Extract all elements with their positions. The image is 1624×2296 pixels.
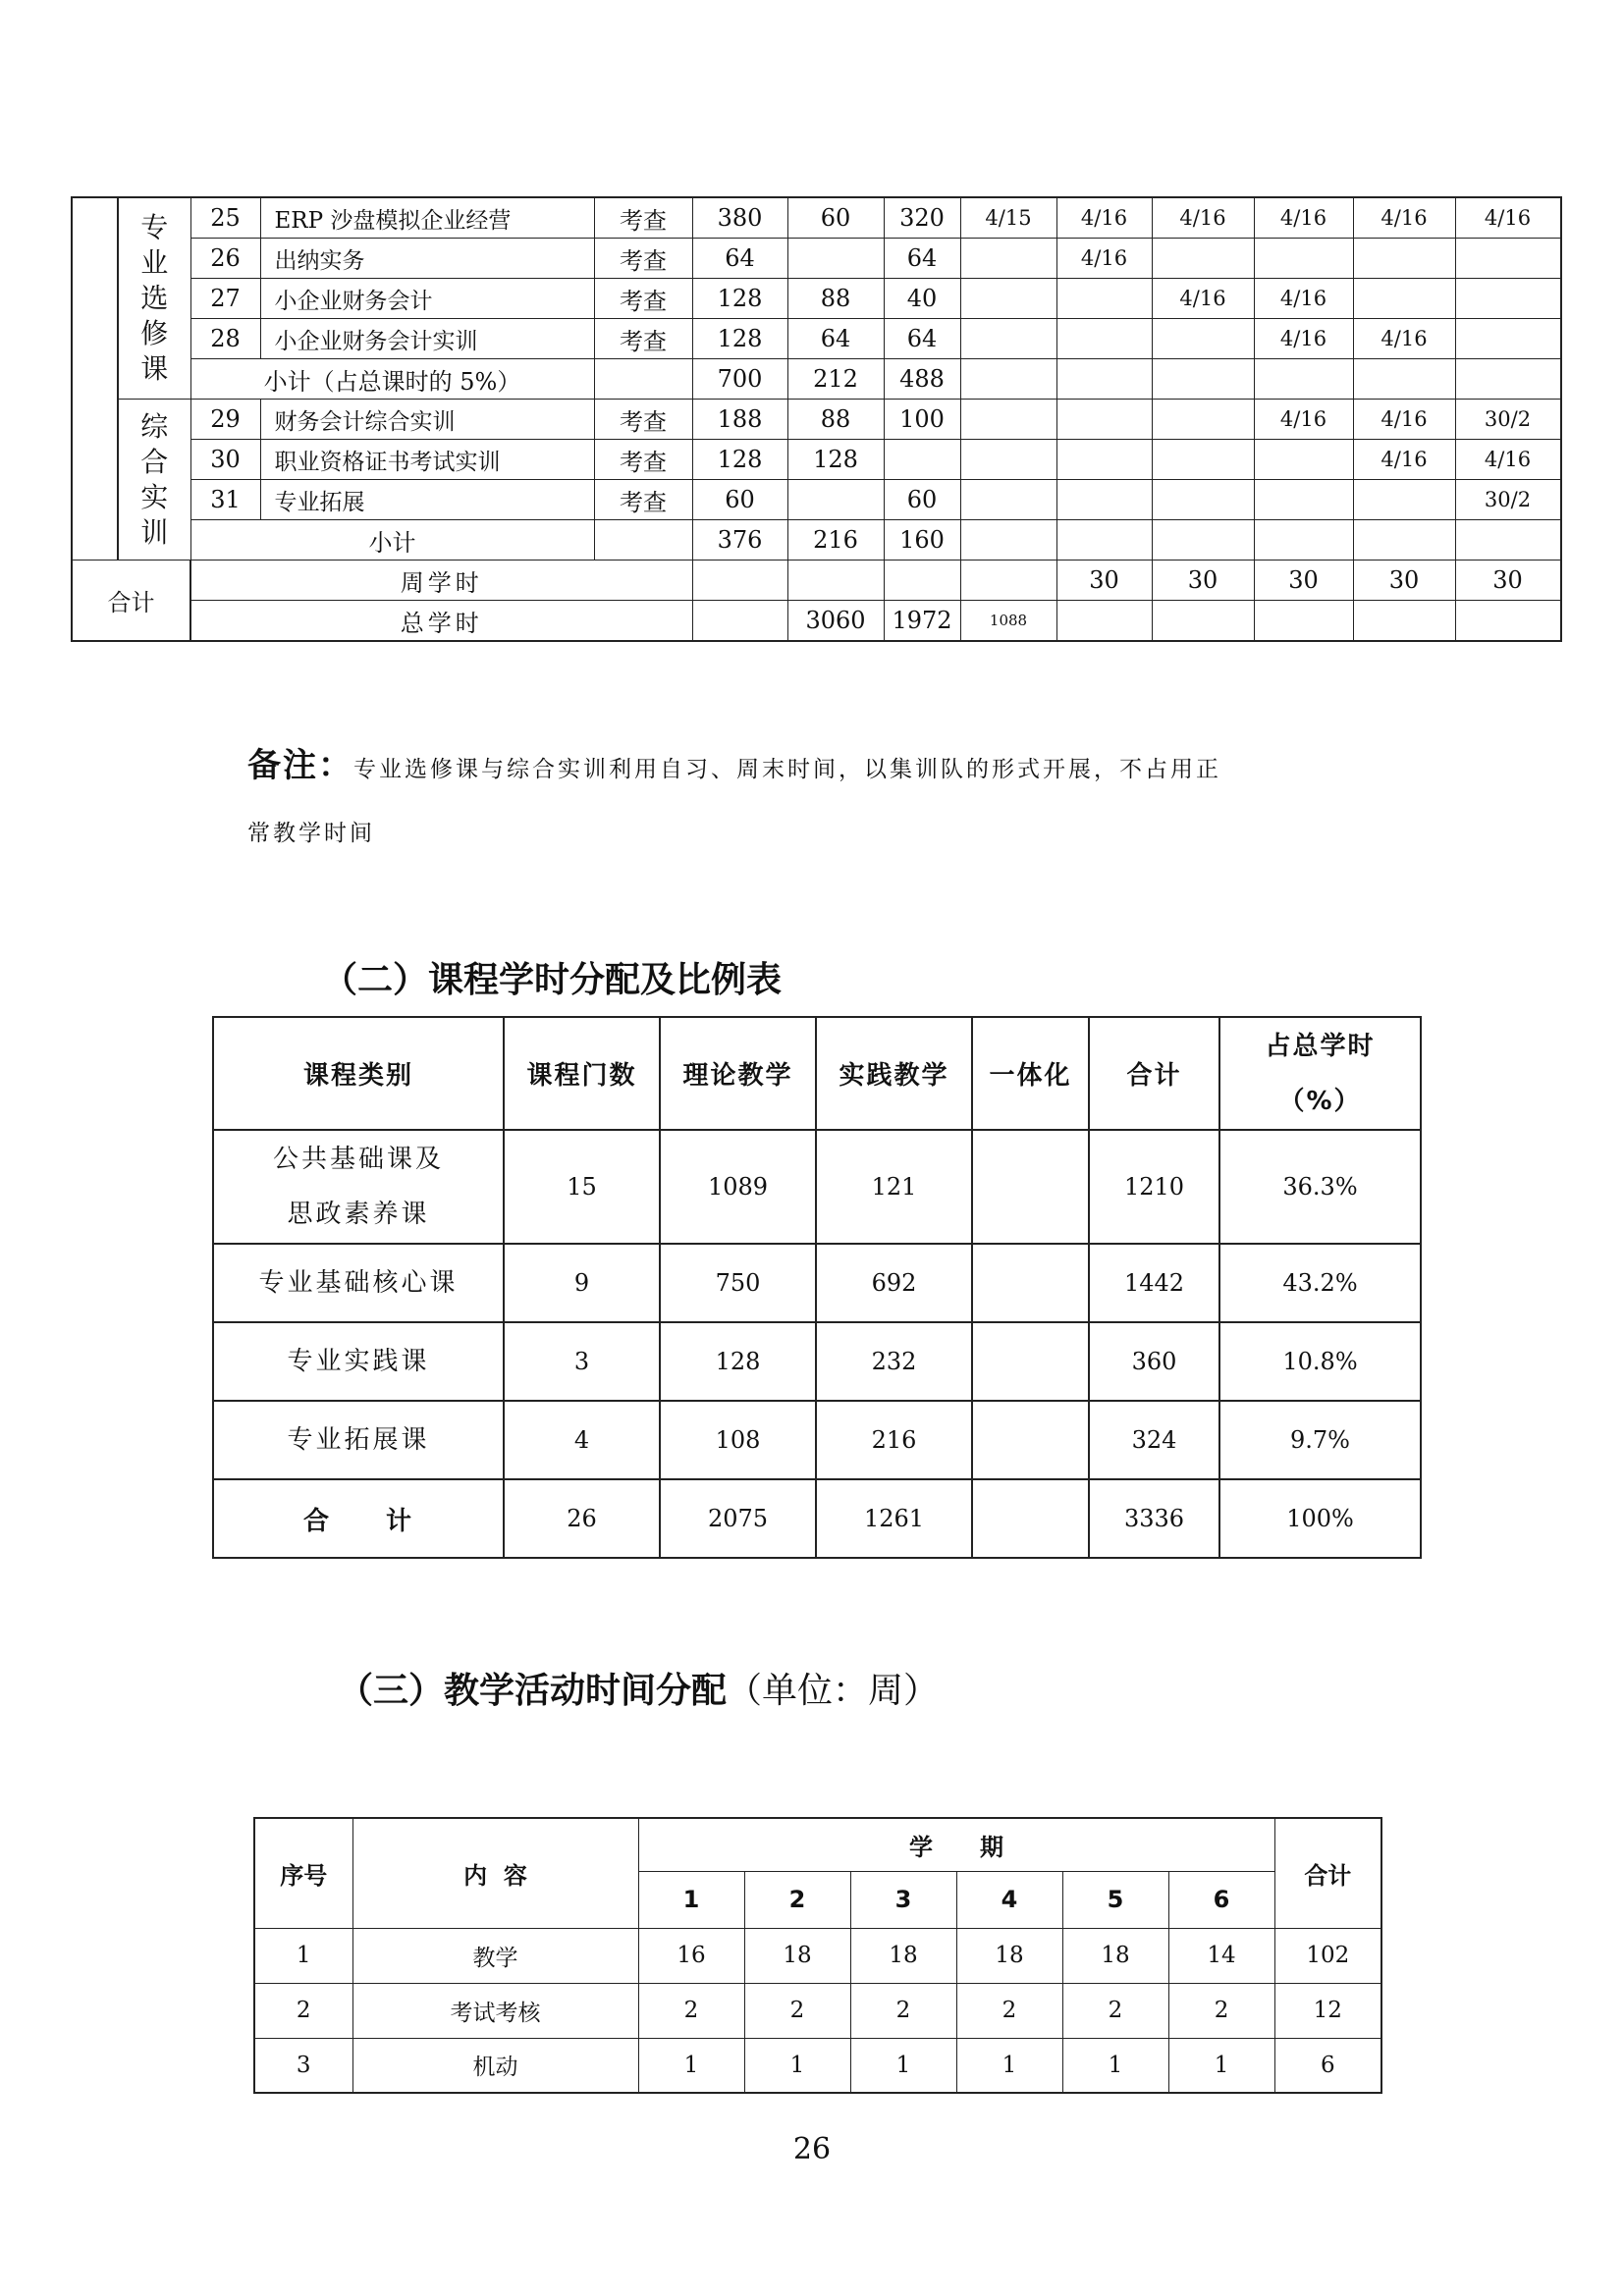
semester-4: [1254, 440, 1353, 480]
total-hours: 128: [692, 319, 787, 359]
semester-2: [1056, 400, 1152, 440]
row-content: 机动: [352, 2038, 638, 2093]
table-row: [213, 1322, 1421, 1401]
semester-1: [960, 440, 1056, 480]
section-2-title: （二）课程学时分配及比例表: [322, 960, 783, 1000]
semester-5: [1353, 239, 1455, 279]
semester-1: [960, 319, 1056, 359]
weekly-hours-label: 周学时: [190, 561, 692, 601]
percent: 9.7%: [1219, 1401, 1421, 1479]
total-percent: 100%: [1219, 1479, 1421, 1558]
semester-1: [960, 480, 1056, 520]
term-value: 1: [956, 2038, 1062, 2093]
semester-3: [1152, 400, 1254, 440]
practice-hours: 40: [884, 279, 960, 319]
term-value: 1: [638, 2038, 744, 2093]
header-total: 合计: [1274, 1818, 1381, 1928]
group-label: 专业选修课: [118, 197, 190, 400]
semester-4: [1254, 480, 1353, 520]
semester-1: [960, 400, 1056, 440]
header-term: 学 期: [638, 1818, 1274, 1871]
header-percent: [1219, 1017, 1421, 1130]
total-hours: 1210: [1089, 1130, 1219, 1244]
semester-3: 4/16: [1152, 197, 1254, 239]
category-cell: [72, 197, 118, 561]
theory-hours: 88: [787, 400, 884, 440]
term-value: 1: [1168, 2038, 1274, 2093]
theory-hours: 88: [787, 279, 884, 319]
row-no: 3: [254, 2038, 352, 2093]
semester-5: [1353, 480, 1455, 520]
practice-hours: 64: [884, 319, 960, 359]
course-name: 专业拓展: [260, 480, 594, 520]
table-row: [254, 2038, 1381, 2093]
category-cell: 专业拓展课: [213, 1401, 504, 1479]
row-content: 教学: [352, 1928, 638, 1983]
theory-hours: 1089: [660, 1130, 816, 1244]
header-content: 内 容: [352, 1818, 638, 1928]
header-row: [213, 1017, 1421, 1130]
practice-hours: 320: [884, 197, 960, 239]
course-count: 4: [504, 1401, 660, 1479]
semester-4: 4/16: [1254, 400, 1353, 440]
subtotal-label: 小计（占总课时的 5%）: [190, 359, 594, 400]
table-row: [72, 279, 1561, 319]
total-integrated: [972, 1479, 1089, 1558]
table-row: [72, 239, 1561, 279]
total-label: 合计: [72, 561, 190, 642]
course-schedule-table: [71, 196, 1562, 642]
header-row: [254, 1818, 1381, 1871]
semester-5: 4/16: [1353, 440, 1455, 480]
semester-4: [1254, 239, 1353, 279]
course-count: 3: [504, 1322, 660, 1401]
group-label: 综合实训: [118, 400, 190, 561]
assessment: 考查: [594, 440, 692, 480]
row-no: 2: [254, 1983, 352, 2038]
semester-2: [1056, 279, 1152, 319]
term-1: 1: [638, 1871, 744, 1928]
assessment: 考查: [594, 239, 692, 279]
term-value: 2: [638, 1983, 744, 2038]
integrated-hours: [972, 1130, 1089, 1244]
table-row: [213, 1130, 1421, 1244]
semester-5: 4/16: [1353, 197, 1455, 239]
term-value: 1: [1062, 2038, 1168, 2093]
semester-2: [1056, 480, 1152, 520]
percent: 10.8%: [1219, 1322, 1421, 1401]
remark-text-continued: 常教学时间: [247, 821, 375, 846]
integrated-hours: [972, 1244, 1089, 1322]
term-5: 5: [1062, 1871, 1168, 1928]
term-4: 4: [956, 1871, 1062, 1928]
total-hours: 128: [692, 440, 787, 480]
term-value: 1: [850, 2038, 956, 2093]
remark-text: 专业选修课与综合实训利用自习、周末时间，以集训队的形式开展，不占用正: [353, 757, 1221, 782]
practice-hours: [884, 440, 960, 480]
section-3-title-unit: （单位：周）: [727, 1671, 940, 1711]
semester-6: 30/2: [1455, 480, 1560, 520]
weekly-hours-1: 30: [1056, 561, 1152, 601]
header-count: 课程门数: [504, 1017, 660, 1130]
theory-hours: 60: [787, 197, 884, 239]
total-hours: 1442: [1089, 1244, 1219, 1322]
overall-hours-label: 总学时: [190, 601, 692, 642]
table-row: [254, 1928, 1381, 1983]
term-value: 2: [1168, 1983, 1274, 2038]
course-number: 30: [190, 440, 260, 480]
term-value: 18: [850, 1928, 956, 1983]
practice-hours: 100: [884, 400, 960, 440]
category-line2: 思政素养课: [287, 1200, 430, 1229]
course-number: 26: [190, 239, 260, 279]
empty-cell: [594, 520, 692, 561]
header-total: 合计: [1089, 1017, 1219, 1130]
term-value: 16: [638, 1928, 744, 1983]
practice-hours: 60: [884, 480, 960, 520]
header-category: 课程类别: [213, 1017, 504, 1130]
term-6: 6: [1168, 1871, 1274, 1928]
semester-5: [1353, 279, 1455, 319]
semester-6: 4/16: [1455, 440, 1560, 480]
remark-label: 备注：: [247, 746, 353, 785]
category-cell: [213, 1130, 504, 1244]
total-hours: 128: [692, 279, 787, 319]
semester-6: 4/16: [1455, 197, 1560, 239]
total-count: 26: [504, 1479, 660, 1558]
term-2: 2: [744, 1871, 850, 1928]
theory-hours: 128: [660, 1322, 816, 1401]
total-hours: 188: [692, 400, 787, 440]
table-row: [72, 440, 1561, 480]
assessment: 考查: [594, 400, 692, 440]
term-value: 2: [1062, 1983, 1168, 2038]
course-name: 小企业财务会计实训: [260, 319, 594, 359]
table-row: [72, 319, 1561, 359]
term-value: 18: [744, 1928, 850, 1983]
subtotal-practice: 160: [884, 520, 960, 561]
overall-hours-row: [72, 601, 1561, 642]
practice-hours: 64: [884, 239, 960, 279]
semester-2: 4/16: [1056, 197, 1152, 239]
course-name: 职业资格证书考试实训: [260, 440, 594, 480]
subtotal-row: [72, 359, 1561, 400]
hours-ratio-table: [212, 1016, 1422, 1559]
overall-theory: 1972: [884, 601, 960, 642]
remark: [247, 738, 1221, 786]
course-number: 25: [190, 197, 260, 239]
course-number: 27: [190, 279, 260, 319]
subtotal-total: 376: [692, 520, 787, 561]
theory-hours: 128: [787, 440, 884, 480]
table-row: [72, 480, 1561, 520]
term-value: 1: [744, 2038, 850, 2093]
total-hours: 64: [692, 239, 787, 279]
weekly-hours-6: [1560, 561, 1561, 601]
overall-total: 3060: [787, 601, 884, 642]
subtotal-theory: 212: [787, 359, 884, 400]
semester-3: [1152, 239, 1254, 279]
empty-cell: [594, 359, 692, 400]
course-name: 出纳实务: [260, 239, 594, 279]
theory-hours: [787, 239, 884, 279]
assessment: 考查: [594, 197, 692, 239]
practice-hours: 121: [816, 1130, 972, 1244]
semester-6: 30/2: [1455, 400, 1560, 440]
header-percent-line1: 占总学时: [1265, 1031, 1376, 1061]
row-content: 考试考核: [352, 1983, 638, 2038]
header-no: 序号: [254, 1818, 352, 1928]
course-name: 财务会计综合实训: [260, 400, 594, 440]
term-value: 18: [1062, 1928, 1168, 1983]
semester-3: [1152, 319, 1254, 359]
total-label: 合 计: [213, 1479, 504, 1558]
semester-3: [1152, 440, 1254, 480]
term-value: 14: [1168, 1928, 1274, 1983]
subtotal-total: 700: [692, 359, 787, 400]
weekly-hours-row: [72, 561, 1561, 601]
semester-5: 4/16: [1353, 319, 1455, 359]
row-total: 12: [1274, 1983, 1381, 2038]
header-practice: 实践教学: [816, 1017, 972, 1130]
row-total: 6: [1274, 2038, 1381, 2093]
theory-hours: 750: [660, 1244, 816, 1322]
semester-6: [1455, 319, 1560, 359]
semester-4: 4/16: [1254, 319, 1353, 359]
page-number: 26: [792, 2132, 832, 2166]
grand-total: 3336: [1089, 1479, 1219, 1558]
course-count: 15: [504, 1130, 660, 1244]
semester-1: [960, 279, 1056, 319]
semester-5: 4/16: [1353, 400, 1455, 440]
term-3: 3: [850, 1871, 956, 1928]
semester-2: 4/16: [1056, 239, 1152, 279]
table-row: [213, 1401, 1421, 1479]
category-cell: 专业实践课: [213, 1322, 504, 1401]
total-practice: 1261: [816, 1479, 972, 1558]
row-no: 1: [254, 1928, 352, 1983]
section-3-title-main: （三）教学活动时间分配: [338, 1671, 728, 1711]
subtotal-label: 小计: [190, 520, 594, 561]
term-value: 18: [956, 1928, 1062, 1983]
overall-practice: 1088: [960, 601, 1056, 642]
category-line1: 公共基础课及: [272, 1145, 444, 1174]
term-value: 2: [956, 1983, 1062, 2038]
total-hours: 60: [692, 480, 787, 520]
category-cell: 专业基础核心课: [213, 1244, 504, 1322]
table-row: [72, 400, 1561, 440]
practice-hours: 216: [816, 1401, 972, 1479]
term-value: 2: [744, 1983, 850, 2038]
theory-hours: 108: [660, 1401, 816, 1479]
integrated-hours: [972, 1401, 1089, 1479]
total-theory: 2075: [660, 1479, 816, 1558]
course-name: 小企业财务会计: [260, 279, 594, 319]
semester-2: [1056, 319, 1152, 359]
subtotal-row: [72, 520, 1561, 561]
semester-4: 4/16: [1254, 279, 1353, 319]
theory-hours: [787, 480, 884, 520]
total-hours: 380: [692, 197, 787, 239]
semester-1: 4/15: [960, 197, 1056, 239]
table-row: [72, 197, 1561, 239]
course-number: 29: [190, 400, 260, 440]
practice-hours: 692: [816, 1244, 972, 1322]
percent: 36.3%: [1219, 1130, 1421, 1244]
semester-6: [1455, 279, 1560, 319]
teaching-activity-table: [253, 1817, 1382, 2094]
header-integrated: 一体化: [972, 1017, 1089, 1130]
semester-6: [1455, 239, 1560, 279]
subtotal-practice: 488: [884, 359, 960, 400]
course-number: 28: [190, 319, 260, 359]
integrated-hours: [972, 1322, 1089, 1401]
theory-hours: 64: [787, 319, 884, 359]
weekly-hours-2: 30: [1152, 561, 1254, 601]
table-row: [254, 1983, 1381, 2038]
practice-hours: 232: [816, 1322, 972, 1401]
total-hours: 360: [1089, 1322, 1219, 1401]
assessment: 考查: [594, 319, 692, 359]
semester-2: [1056, 440, 1152, 480]
total-row: [213, 1479, 1421, 1558]
semester-3: 4/16: [1152, 279, 1254, 319]
term-value: 2: [850, 1983, 956, 2038]
weekly-hours-4: 30: [1353, 561, 1455, 601]
semester-3: [1152, 480, 1254, 520]
header-theory: 理论教学: [660, 1017, 816, 1130]
percent: 43.2%: [1219, 1244, 1421, 1322]
semester-1: [960, 239, 1056, 279]
section-3-title: [338, 1663, 939, 1713]
assessment: 考查: [594, 279, 692, 319]
subtotal-theory: 216: [787, 520, 884, 561]
weekly-hours-3: 30: [1254, 561, 1353, 601]
course-count: 9: [504, 1244, 660, 1322]
semester-4: 4/16: [1254, 197, 1353, 239]
course-name: ERP 沙盘模拟企业经营: [260, 197, 594, 239]
weekly-hours-5: 30: [1455, 561, 1560, 601]
header-percent-line2: （%）: [1278, 1086, 1362, 1116]
total-hours: 324: [1089, 1401, 1219, 1479]
course-number: 31: [190, 480, 260, 520]
table-row: [213, 1244, 1421, 1322]
row-total: 102: [1274, 1928, 1381, 1983]
assessment: 考查: [594, 480, 692, 520]
